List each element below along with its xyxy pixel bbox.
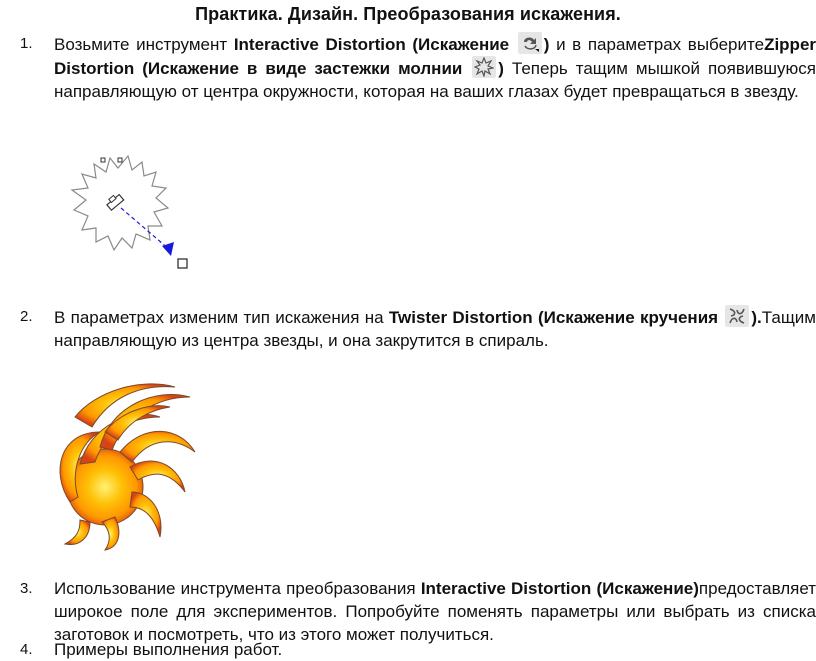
list-number: 1. <box>20 35 33 52</box>
node-handle[interactable] <box>101 158 105 162</box>
zipper-star-figure <box>58 150 208 275</box>
list-number: 3. <box>20 580 33 597</box>
list-item-2 <box>20 305 816 352</box>
zipper-distortion-icon <box>472 56 496 78</box>
page-title: Практика. Дизайн. Преобразования искажения. <box>195 4 621 24</box>
paragraph-2: В параметрах изменим тип искажения на Twister Distortion (Искажение кручения ).Тащим направляющую из центра звезды, и она закрутится в спираль. <box>54 305 816 352</box>
paragraph-4: Примеры выполнения работ. <box>54 640 283 659</box>
twister-spiral-figure <box>50 372 200 552</box>
guide-end-handle[interactable] <box>178 259 187 268</box>
list-item-1 <box>20 32 816 103</box>
paragraph-3: Использование инструмента преобразования Interactive Distortion (Искажение)предоставляет широкое поле для экспериментов. Попробуйте поменять параметры или выбрать из списка заготовок и посмотреть, что из этого может получиться. <box>54 579 816 644</box>
twister-distortion-icon <box>725 305 749 327</box>
list-number: 2. <box>20 308 33 325</box>
spiral-shape <box>60 384 195 550</box>
list-item-3 <box>20 577 816 646</box>
paragraph-1: Возьмите инструмент Interactive Distortion (Искажение ) и в параметрах выберитеZipper Distortion (Искажение в виде застежки молнии ) Теперь тащим мышкой появившуюся направляющую от центра окружности, которая на ваших глазах будет превращаться в звезду. <box>54 32 816 103</box>
node-handle[interactable] <box>118 158 122 162</box>
guide-arrow-icon[interactable] <box>162 242 174 256</box>
list-number: 4. <box>20 641 33 658</box>
interactive-distortion-icon <box>518 32 542 54</box>
list-item-4 <box>20 638 816 661</box>
